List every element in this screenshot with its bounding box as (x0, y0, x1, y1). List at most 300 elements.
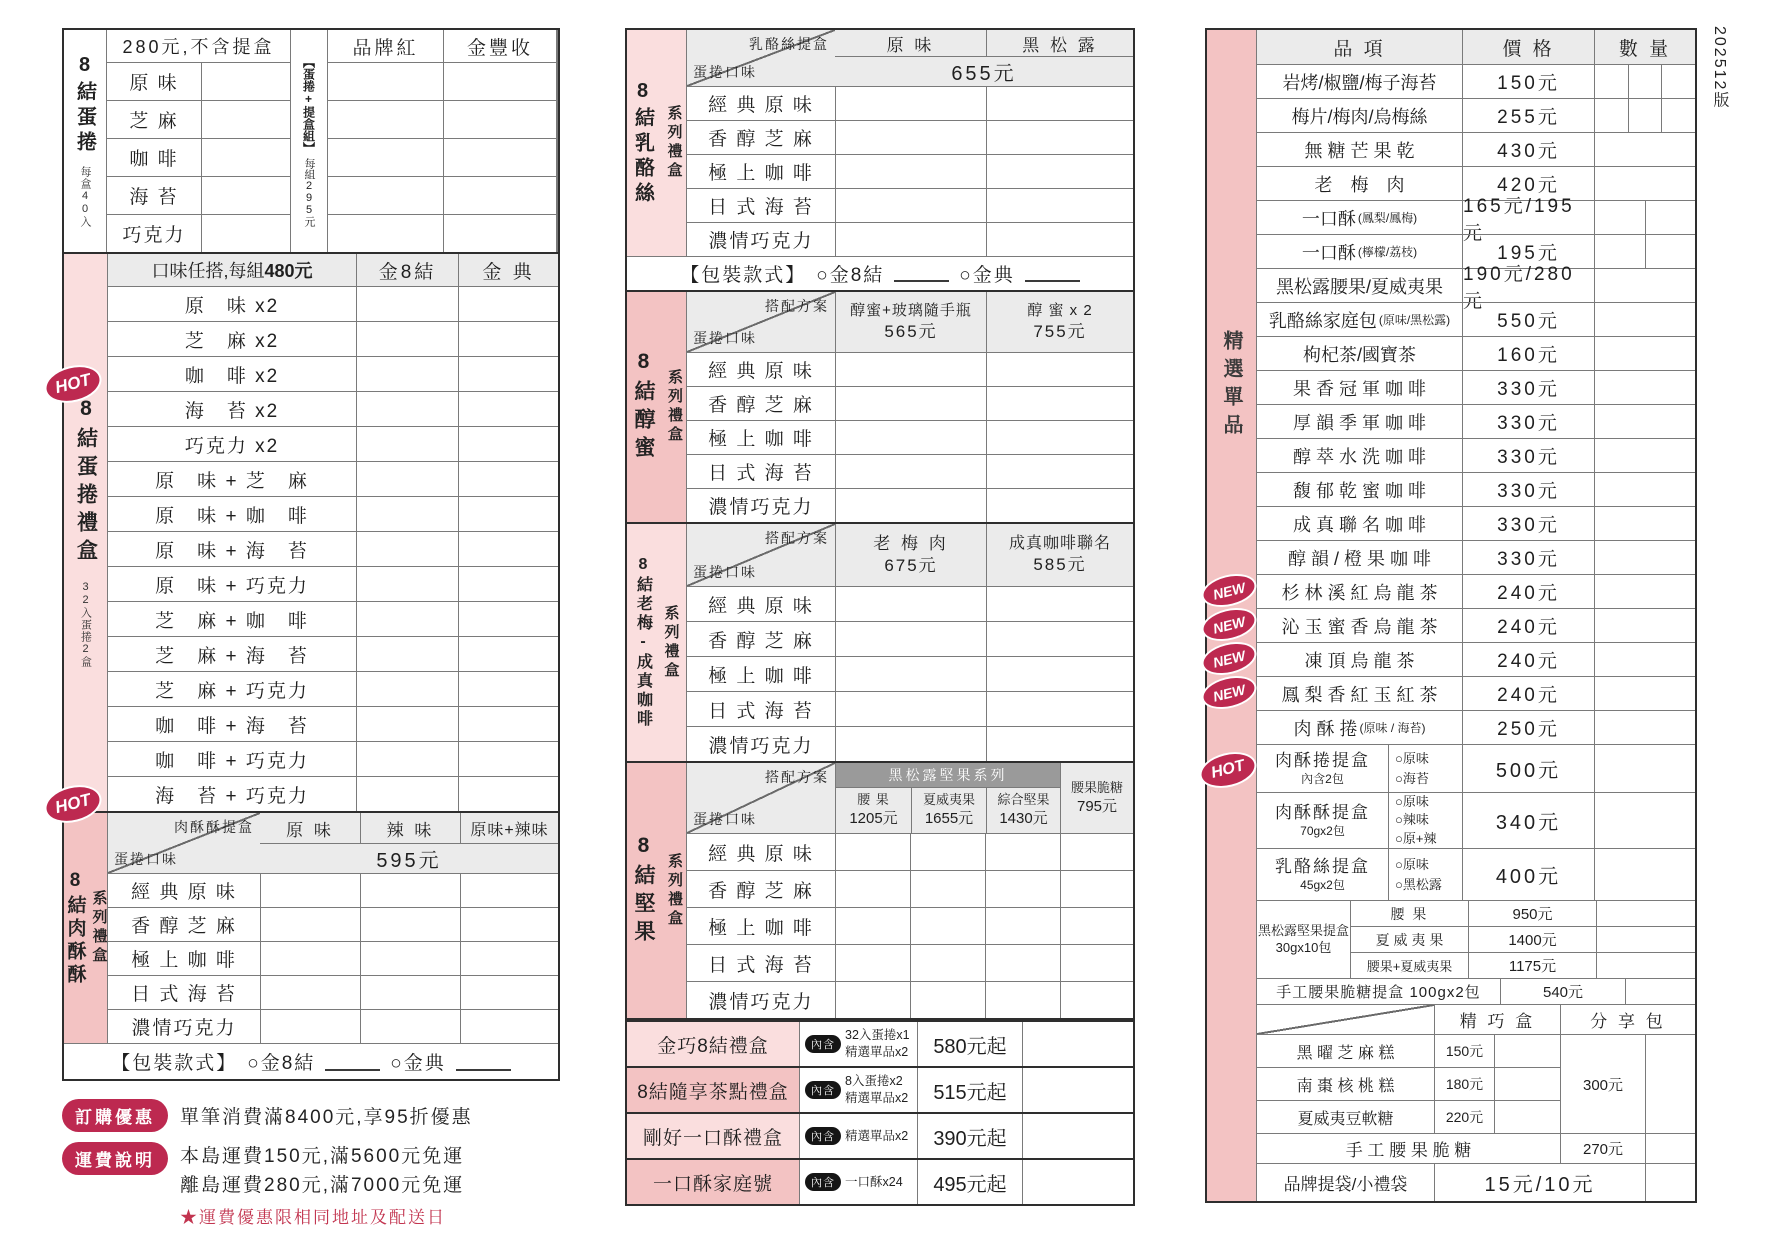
order-cell[interactable] (260, 942, 360, 975)
column-header-price: 價 格 (1462, 30, 1594, 64)
section-subtitle: 系列禮盒 (666, 369, 683, 445)
item-name-text: 無 糖 芒 果 乾 (1304, 140, 1415, 161)
order-cell[interactable] (202, 139, 290, 176)
version-label: 202512版 (1711, 26, 1728, 110)
qty-cell[interactable] (1594, 507, 1695, 540)
item-name (1257, 711, 1462, 744)
order-cell[interactable] (356, 427, 458, 461)
qty-cell[interactable] (1594, 711, 1695, 744)
order-cell[interactable] (444, 177, 556, 214)
option-price: 755元 (1033, 321, 1087, 341)
qty-cell[interactable] (1594, 371, 1695, 404)
order-cell[interactable] (458, 742, 558, 776)
item-name-text: 厚 韻 季 軍 咖 啡 (1292, 412, 1426, 433)
item-name (1257, 303, 1462, 336)
option-name: 腰 果 (857, 792, 890, 808)
order-cell[interactable] (835, 587, 986, 621)
item-name-text: 馥 郁 乾 蜜 咖 啡 (1292, 480, 1426, 501)
diagonal-bottom-label: 蛋捲口味 (693, 64, 757, 80)
item-name (1257, 609, 1462, 642)
column-header-gold-harvest: 金豐收 (444, 30, 556, 62)
qty-cell[interactable] (1594, 405, 1695, 438)
qty-cell[interactable] (1594, 269, 1695, 302)
gift-row (627, 1020, 1133, 1066)
order-cell[interactable] (910, 982, 985, 1018)
qty-cell[interactable] (1594, 201, 1695, 234)
qty-cell[interactable] (1594, 643, 1695, 676)
order-cell[interactable] (458, 777, 558, 811)
order-cell[interactable] (985, 908, 1060, 944)
order-cell[interactable] (835, 692, 986, 726)
order-cell[interactable] (1022, 1022, 1133, 1066)
item-name-text: 枸杞茶/國寶茶 (1302, 344, 1416, 365)
item-name (1257, 65, 1462, 98)
order-cell[interactable] (444, 101, 556, 138)
item-row (1257, 506, 1695, 540)
gift-row (627, 1112, 1133, 1158)
order-cell[interactable] (910, 945, 985, 981)
packaging-option-classic[interactable]: ○金典 (390, 1053, 446, 1074)
order-cell[interactable] (986, 87, 1133, 120)
table-row (687, 691, 1133, 726)
bags-row (1257, 1163, 1695, 1201)
order-cell[interactable] (1645, 1164, 1695, 1201)
order-cell[interactable] (328, 215, 443, 252)
order-cell[interactable] (835, 121, 986, 154)
hot-badge: HOT (1198, 749, 1258, 791)
order-cell[interactable] (444, 139, 556, 176)
order-cell[interactable] (356, 777, 458, 811)
order-cell[interactable] (260, 908, 360, 941)
order-cell[interactable] (1494, 1101, 1560, 1133)
qty-cell[interactable] (1594, 337, 1695, 370)
order-cell[interactable] (835, 982, 910, 1018)
flavor-label: 經 典 原 味 (708, 595, 814, 617)
order-cell[interactable] (1060, 834, 1133, 870)
variant-price: 1400元 (1468, 927, 1596, 952)
order-cell[interactable] (1645, 1035, 1695, 1133)
box-row-cheese-strip (1257, 848, 1695, 900)
option-name: 夏威夷果 (922, 792, 975, 808)
order-cell[interactable] (356, 742, 458, 776)
column-header: 黑 松 露 (986, 30, 1133, 56)
flavor-label: 濃情巧克力 (131, 1018, 237, 1039)
merged-price: 655元 (835, 57, 1133, 86)
order-cell[interactable] (835, 421, 986, 454)
order-cell[interactable] (1060, 871, 1133, 907)
sweet-price: 150元 (1434, 1035, 1494, 1067)
qty-cell[interactable] (1594, 473, 1695, 506)
order-cell[interactable] (986, 121, 1133, 154)
qty-cell[interactable] (1594, 541, 1695, 574)
order-cell[interactable] (356, 672, 458, 706)
middle-column (625, 28, 1135, 1206)
order-cell[interactable] (360, 1010, 460, 1043)
order-cell[interactable] (835, 657, 986, 691)
order-cell[interactable] (356, 497, 458, 531)
order-cell[interactable] (458, 532, 558, 566)
table-row (687, 86, 1133, 120)
section-title: 8結乳酪絲 (631, 79, 654, 207)
order-cell[interactable] (1022, 1160, 1133, 1204)
order-cell[interactable] (1022, 1068, 1133, 1112)
mix-header-price: 480元 (264, 261, 313, 281)
packaging-option-gold8[interactable]: ○金8結 (247, 1053, 316, 1074)
order-cell[interactable] (1596, 927, 1695, 952)
order-cell[interactable] (1596, 953, 1695, 978)
order-cell[interactable] (986, 657, 1133, 691)
item-price: 195元 (1462, 235, 1594, 268)
section-subtitle: 系列禮盒 (665, 105, 683, 181)
order-cell[interactable] (458, 322, 558, 356)
column-header-item: 品 項 (1257, 30, 1462, 64)
fill-in-blank[interactable] (456, 1055, 511, 1071)
gift-price: 390元起 (917, 1114, 1022, 1158)
column-header-cashew-brittle (1060, 763, 1133, 833)
fill-in-blank[interactable] (325, 1055, 380, 1071)
packaging-option-gold8[interactable]: ○金8結 (816, 265, 885, 286)
order-cell[interactable] (986, 353, 1133, 386)
order-cell[interactable] (1594, 849, 1695, 900)
order-cell[interactable] (835, 87, 986, 120)
qty-cell[interactable] (1594, 575, 1695, 608)
box-options (1388, 849, 1462, 900)
order-cell[interactable] (202, 215, 290, 252)
order-cell[interactable] (910, 834, 985, 870)
qty-cell[interactable] (1594, 65, 1695, 98)
box-name (1257, 745, 1388, 792)
order-cell[interactable] (985, 834, 1060, 870)
option-price: 585元 (1033, 555, 1087, 575)
order-cell[interactable] (1060, 945, 1133, 981)
order-cell[interactable] (835, 353, 986, 386)
table-row (108, 461, 558, 496)
order-cell[interactable] (835, 871, 910, 907)
option-radio[interactable]: ○原味 (1395, 751, 1429, 766)
order-cell[interactable] (458, 357, 558, 391)
order-cell[interactable] (356, 357, 458, 391)
option-price: 1655元 (924, 810, 974, 828)
item-name-text: 沁 玉 蜜 香 烏 龍 茶 (1281, 616, 1438, 637)
table-row (687, 154, 1133, 188)
option-radio[interactable]: ○海苔 (1395, 770, 1429, 786)
hot-badge: HOT (43, 362, 103, 406)
order-cell[interactable] (835, 622, 986, 656)
order-cell[interactable] (460, 942, 558, 975)
item-name-text: 黑松露腰果/夏威夷果 (1275, 276, 1443, 297)
order-cell[interactable] (985, 871, 1060, 907)
section-egg-roll-gift-box (62, 252, 560, 813)
order-cell[interactable] (360, 976, 460, 1009)
box-name-text: 乳酪絲提盒 (1275, 857, 1370, 877)
order-cell[interactable] (986, 387, 1133, 420)
item-name (1257, 643, 1462, 676)
combo-label: 芝 麻 + 咖 啡 (155, 610, 309, 632)
box-name-text: 黑松露堅果提盒 (1257, 922, 1349, 938)
contents-line: 8入蛋捲x2 (845, 1074, 903, 1089)
new-badge: NEW (1201, 639, 1258, 678)
order-cell[interactable] (458, 672, 558, 706)
contains-badge: 內含 (805, 1081, 841, 1099)
item-price: 330元 (1462, 473, 1594, 506)
order-cell[interactable] (986, 223, 1133, 256)
section-sidebar (64, 30, 106, 252)
item-name (1257, 439, 1462, 472)
table-row (108, 1009, 558, 1043)
order-cell[interactable] (1494, 1035, 1560, 1067)
order-cell[interactable] (835, 908, 910, 944)
order-cell[interactable] (356, 532, 458, 566)
section-cheese-strip-gift (625, 28, 1135, 292)
packaging-label: 【包裝款式】 (111, 1053, 238, 1074)
order-cell[interactable] (458, 602, 558, 636)
sweet-price: 220元 (1434, 1101, 1494, 1133)
flavor-label: 日 式 海 苔 (708, 197, 814, 218)
order-cell[interactable] (202, 101, 290, 138)
item-price: 255元 (1462, 99, 1594, 132)
promo-badge: 訂購優惠 (62, 1099, 168, 1132)
item-row (1257, 98, 1695, 132)
flavor-label: 濃情巧克力 (708, 735, 814, 757)
order-cell[interactable] (985, 945, 1060, 981)
order-cell[interactable] (458, 567, 558, 601)
diagonal-header (687, 763, 835, 833)
gift-row (627, 1066, 1133, 1112)
order-cell[interactable] (1022, 1114, 1133, 1158)
order-cell[interactable] (986, 455, 1133, 488)
item-name-suffix: (原味/黑松露) (1378, 313, 1451, 327)
box-price: 540元 (1500, 979, 1625, 1004)
flavor-label: 原 味 (107, 63, 201, 100)
item-price: 165元/195元 (1462, 201, 1594, 234)
flavor-label: 極 上 咖 啡 (708, 429, 814, 450)
section-subtitle: 系列禮盒 (662, 604, 680, 681)
flavor-label: 經 典 原 味 (131, 882, 237, 903)
qty-cell[interactable] (1594, 235, 1695, 268)
flavor-label: 極 上 咖 啡 (708, 163, 814, 184)
order-cell[interactable] (458, 707, 558, 741)
order-cell[interactable] (458, 392, 558, 426)
order-cell[interactable] (458, 462, 558, 496)
new-badge: NEW (1201, 605, 1258, 644)
column-header: 辣 味 (360, 813, 460, 843)
table-row (687, 454, 1133, 488)
order-cell[interactable] (360, 874, 460, 907)
item-name-text: 凍 頂 烏 龍 茶 (1304, 650, 1415, 671)
order-cell[interactable] (1494, 1068, 1560, 1100)
option-rad io[interactable]: ○黑松露 (1395, 876, 1442, 892)
order-cell[interactable] (1060, 982, 1133, 1018)
option-radio[interactable]: ○原味 (1395, 857, 1429, 872)
item-name-text: 梅片/梅肉/烏梅絲 (1291, 106, 1428, 127)
order-cell[interactable] (1596, 901, 1695, 926)
gift-contents (799, 1022, 917, 1066)
combo-note: 【蛋捲+提盒組】 (301, 55, 316, 154)
shipping-line1: 本島運費150元,滿5600元免運 (180, 1146, 465, 1167)
order-cell[interactable] (835, 727, 986, 761)
item-name-text: 肉 酥 捲 (1293, 718, 1358, 739)
order-cell[interactable] (835, 455, 986, 488)
order-cell[interactable] (356, 287, 458, 321)
flavor-label: 經 典 原 味 (708, 843, 814, 865)
order-cell[interactable] (1594, 793, 1695, 848)
order-cell[interactable] (444, 63, 556, 100)
item-name-text: 一口酥 (1301, 208, 1356, 229)
order-cell[interactable] (328, 139, 443, 176)
diagonal-bottom-label: 蛋捲口味 (114, 851, 178, 867)
combo-label: 原 味 + 咖 啡 (155, 505, 309, 527)
item-name-text: 鳳 梨 香 紅 玉 紅 茶 (1281, 684, 1438, 705)
order-cell[interactable] (460, 976, 558, 1009)
packaging-option-classic[interactable]: ○金典 (959, 265, 1015, 286)
option-name: 腰果脆糖 (1070, 779, 1123, 795)
order-cell[interactable] (356, 462, 458, 496)
order-cell[interactable] (986, 155, 1133, 188)
order-cell[interactable] (356, 602, 458, 636)
order-cell[interactable] (458, 427, 558, 461)
order-cell[interactable] (444, 215, 556, 252)
order-cell[interactable] (356, 707, 458, 741)
order-cell[interactable] (910, 871, 985, 907)
order-cell[interactable] (986, 692, 1133, 726)
gift-name: 一口酥家庭號 (627, 1160, 799, 1204)
order-cell[interactable] (328, 63, 443, 100)
item-row (1257, 710, 1695, 744)
flavor-label: 香 醇 芝 麻 (131, 916, 237, 937)
gift-price: 495元起 (917, 1160, 1022, 1204)
fill-in-blank[interactable] (1025, 266, 1080, 282)
item-price: 160元 (1462, 337, 1594, 370)
section-note: 每盒40入 (79, 166, 91, 228)
order-cell[interactable] (835, 489, 986, 522)
shipping-badge: 運費說明 (62, 1142, 168, 1175)
contains-badge: 內含 (805, 1173, 841, 1191)
order-cell[interactable] (356, 637, 458, 671)
combo-note-column (291, 30, 327, 252)
order-cell[interactable] (986, 622, 1133, 656)
order-cell[interactable] (460, 908, 558, 941)
combo-price: 每組295元 (303, 157, 315, 227)
order-cell[interactable] (1625, 979, 1695, 1004)
order-cell[interactable] (460, 1010, 558, 1043)
order-cell[interactable] (260, 976, 360, 1009)
order-cell[interactable] (260, 1010, 360, 1043)
variant-name: 腰 果 (1390, 905, 1429, 922)
order-cell[interactable] (910, 908, 985, 944)
shipping-line2: 離島運費280元,滿7000元免運 (180, 1175, 465, 1197)
order-cell[interactable] (458, 637, 558, 671)
gift-name: 金巧8結禮盒 (627, 1022, 799, 1066)
order-cell[interactable] (1060, 908, 1133, 944)
table-row (108, 356, 558, 391)
order-cell[interactable] (360, 942, 460, 975)
diagonal-header (687, 524, 835, 586)
section-plum-coffee-gift (625, 522, 1135, 763)
flavor-label: 咖 啡 (107, 139, 201, 176)
order-cell[interactable] (835, 189, 986, 222)
qty-cell[interactable] (1594, 99, 1695, 132)
qty-cell[interactable] (1594, 609, 1695, 642)
order-cell[interactable] (985, 982, 1060, 1018)
order-cell[interactable] (356, 322, 458, 356)
item-name (1257, 575, 1462, 608)
option-radio[interactable]: ○原味 (1395, 794, 1429, 810)
diagonal-bottom-label: 蛋捲口味 (693, 330, 757, 346)
order-cell[interactable] (328, 177, 443, 214)
section-title: 8結蛋捲禮盒 (74, 397, 98, 567)
flavor-label: 日 式 海 苔 (131, 984, 237, 1005)
packaging-row (64, 1043, 558, 1079)
order-cell[interactable] (835, 834, 910, 870)
order-cell[interactable] (1594, 745, 1695, 792)
order-cell[interactable] (1645, 1134, 1695, 1163)
combo-label: 海 苔 + 巧克力 (155, 785, 309, 807)
option-radio[interactable]: ○辣味 (1395, 812, 1429, 828)
box-price: 400元 (1462, 849, 1594, 900)
table-row (687, 352, 1133, 386)
column-header-mixed-nuts (986, 788, 1060, 833)
gift-price: 580元起 (917, 1022, 1022, 1066)
qty-cell[interactable] (1594, 439, 1695, 472)
item-name-text: 果 香 冠 軍 咖 啡 (1292, 378, 1426, 399)
order-cell[interactable] (328, 101, 443, 138)
section-subtitle: 系列禮盒 (666, 852, 683, 929)
table-row (687, 621, 1133, 656)
gift-contents (799, 1068, 917, 1112)
box-name (1257, 901, 1350, 978)
qty-cell[interactable] (1594, 133, 1695, 166)
order-cell[interactable] (202, 63, 290, 100)
item-name (1257, 133, 1462, 166)
order-cell[interactable] (356, 567, 458, 601)
order-cell[interactable] (458, 497, 558, 531)
table-row (108, 426, 558, 461)
diagonal-header (687, 30, 835, 86)
item-price: 420元 (1462, 167, 1594, 200)
order-cell[interactable] (260, 874, 360, 907)
qty-cell[interactable] (1594, 303, 1695, 336)
order-cell[interactable] (986, 587, 1133, 621)
item-price: 240元 (1462, 677, 1594, 710)
order-cell[interactable] (835, 945, 910, 981)
order-cell[interactable] (986, 489, 1133, 522)
order-cell[interactable] (360, 908, 460, 941)
combo-label: 芝 麻 x2 (184, 330, 280, 352)
order-cell[interactable] (458, 287, 558, 321)
order-cell[interactable] (356, 392, 458, 426)
truffle-nut-box-row (1257, 900, 1695, 978)
column-header: 原味+辣味 (460, 813, 558, 843)
table-row (687, 586, 1133, 621)
fill-in-blank[interactable] (894, 266, 949, 282)
order-cell[interactable] (835, 223, 986, 256)
item-row (1257, 336, 1695, 370)
qty-cell[interactable] (1594, 167, 1695, 200)
order-cell[interactable] (835, 387, 986, 420)
order-cell[interactable] (202, 177, 290, 214)
diagonal-header (1257, 1005, 1434, 1034)
order-cell[interactable] (460, 874, 558, 907)
order-cell[interactable] (986, 189, 1133, 222)
column-header-gold-classic: 金 典 (458, 254, 558, 286)
box-name (1257, 849, 1388, 900)
flavor-label: 巧克力 (107, 215, 201, 252)
order-cell[interactable] (986, 421, 1133, 454)
order-cell[interactable] (835, 155, 986, 188)
option-radio[interactable]: ○原+辣 (1395, 830, 1437, 846)
qty-cell[interactable] (1594, 677, 1695, 710)
order-cell[interactable] (986, 727, 1133, 761)
